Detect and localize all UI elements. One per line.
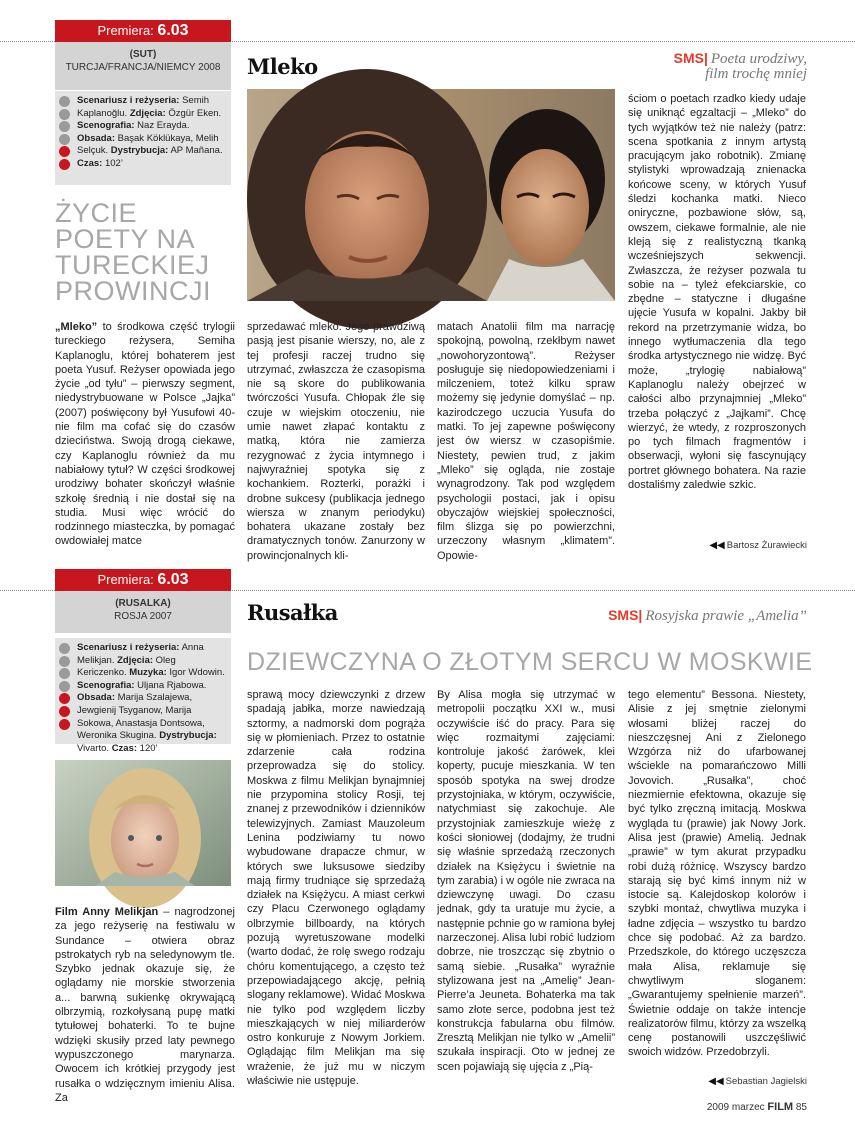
magazine-name: FILM <box>767 1101 794 1113</box>
bullet-dot-icon <box>59 706 70 717</box>
bullet-dot-icon <box>59 643 70 654</box>
column-text: By Alisa mogła się utrzymać w metropolii początku XXI w., musi oczywiście iść do pracy. Para się więc rozmaitymi zajęciami: kontroluje jakość żarówek, klei koperty, pucuje mieszkania. W ten sposób spotyka na swej drodze przystojniaka, w którym, oczywiście, natychmiast się zakochuje. Ale przystojniak zamieszkuje wieżę z kości słoniowej (dodajmy, że trudni się właśnie sprzedażą rzeczonych działek na Księżycu i świetnie na tym zarabia) i w ogóle nie zwraca na dziewczynę uwagi. Do czasu jednak, gdy ta uratuje mu życie, a następnie pchnie go w ramiona byłej narzeczonej. Alisa lubi robić ludziom dobrze, nie troszcząc się zbytnio o samą siebie. „Rusałka” wyraźnie stylizowana jest na „Amelię” Jean-Pierre’a Jeuneta. Bohaterka ma tak samo złote serce, podobna jest też konstrukcja fabularna obu filmów. Zresztą Melikjan nie tylko w „Amelii” szukała inspiracji. Oto w jednej ze scen pojawiają się ujęcia z „Pią- <box>437 689 615 1073</box>
credit-value: Vivarto. <box>77 742 112 754</box>
film-origin <box>55 42 231 90</box>
original-title: (RUSALKA) <box>115 598 171 609</box>
credit-value: Anna Melikjan. <box>77 642 204 666</box>
credit-value: Başak Köklükaya, Melih Selçuk. <box>77 132 219 157</box>
byline-marker-icon: ◀◀ <box>709 540 725 551</box>
credit-value: 102’ <box>102 157 123 169</box>
film-still-photo <box>247 89 615 301</box>
film-origin <box>55 591 231 633</box>
sms-tag: SMS| <box>673 50 708 66</box>
credit-label: Obsada: <box>77 132 116 144</box>
author-name: Sebastian Jagielski <box>725 1076 807 1087</box>
credits-text <box>77 642 225 754</box>
page-folio <box>707 1101 807 1113</box>
sms-tag: SMS| <box>608 607 643 623</box>
premiere-date: 6.03 <box>157 22 189 39</box>
credit-value: Semih Kaplanoğlu. <box>77 95 210 119</box>
bullet-dot-icon <box>59 159 70 170</box>
credit-value: Uljana Rjabowa. <box>134 679 207 691</box>
credit-value: Özgür Eken. <box>165 107 222 119</box>
sms-line: Poeta urodziwy, <box>710 51 807 67</box>
premiere-label: Premiera: <box>97 23 154 38</box>
bullet-dot-icon <box>59 719 70 730</box>
original-title: (SUT) <box>129 49 157 60</box>
column-text: tego elementu” Bessona. Niestety, Alisie z jej smętnie zielonymi włosami bliżej raczej do nieszczęsnej Ani z Zielonego Wzgórza niż do ufarbowanej wściekle na pomarańczowo Milli Jovovich. „Rusałka”, choć niezmiernie efektowna, okazuje się być tylko zręczną imitacją. Moskwa wygląda tu (prawie) jak Nowy Jork. Alisa jest (prawie) Amelią. Jednak „prawie” w tym akurat przypadku robi dużą różnicę. Wszyscy bardzo starają się być kimś innym niż w istocie są. Kalejdoskop kolorów i szybki montaż, chwytliwa muzyka i ładne zdjęcia – wszystko tu bardzo chce się podobać. Aż za bardzo. Przedszkole, do którego uczęszcza mała Alisa, reklamuje się chwytliwym sloganem: „Gwarantujemy spełnienie marzeń”. Świetnie oddaje on także intencje realizatorów filmu, którzy za wszelką cenę postanowili uszczęśliwić swoich widzów. Przedobrzyli. <box>628 689 806 1059</box>
credits-box <box>55 638 231 754</box>
author-byline <box>709 540 807 551</box>
credit-value: Naz Erayda. <box>134 120 190 132</box>
headline: DZIEWCZYNA O ZŁOTYM SERCU W MOSKWIE <box>247 648 813 676</box>
film-title: Mleko <box>247 54 318 79</box>
headline: ŻYCIE POETY NA TURECKIEJ PROWINCJI <box>55 198 211 306</box>
bullet-dot-icon <box>59 109 70 120</box>
bullet-dot-icon <box>59 681 70 692</box>
premiere-banner <box>55 569 231 591</box>
column-text: – nagrodzonej za jego reżyserię na festiwalu w Sundance – otwiera obraz pstrokatych ryb na seledynowym tle. Szybko jednak okazuje się, że oglądamy nie morskie stworzenia a... barwną sukienkę okrywającą olbrzymią, rozkołysaną pupę matki tytułowej bohaterki. To te bujne wdzięki skusiły przed laty pewnego wypuszczonego marynarza. Owocem ich krótkiej przygody jest rusałka o wdzięcznym imieniu Alisa. Za <box>55 906 235 1104</box>
column-text: to środkowa część trylogii tureckiego reżysera, Semiha Kaplanoglu, której bohaterem jest poeta Yusuf. Reżyser opowiada jego życie „od tyłu” – pierwszy segment, niedystrybuowane w Polsce „Jajka” (2007) poświęcony był Yusufowi 40-nie film ma cofać się do czasów dzieciństwa. Swoją drogą ciekawe, czy Kaplanoglu również da mu nabiałowy tytuł? W części środkowej urodziwy bohater skończył właśnie szkołę średnią i nie dostał się na studia. Musi więc wrócić do rodzinnego miasteczka, by pomagać owdowiałej matce <box>55 321 235 548</box>
bullet-dot-icon <box>59 668 70 679</box>
author-byline <box>708 1076 807 1087</box>
lead-title: „Mleko” <box>55 321 98 333</box>
credits-text <box>77 95 223 169</box>
film-still-photo <box>55 760 231 886</box>
article-column <box>437 688 615 1091</box>
bullet-dot-icon <box>59 134 70 145</box>
credit-value: 120’ <box>137 742 158 754</box>
article-column <box>55 320 235 554</box>
credit-label: Scenariusz i reżyseria: <box>77 642 180 653</box>
credit-label: Dystrybucja: <box>110 145 169 157</box>
bullet-dot-icon <box>59 96 70 107</box>
credit-label: Czas: <box>77 157 103 169</box>
credit-value: Oleg Kericzenko. <box>77 654 176 679</box>
page-number: 85 <box>795 1102 807 1113</box>
column-text: matach Anatolii film ma narrację spokojną, powolną, rzekłbym nawet „nowohoryzontową”. Reżyser posługuje się niedopowiedzeniami i milczeniem, toteż kilku spraw możemy się jedynie domyślać – np. kazirodczego uczucia Yusufa do matki. To jej zapewne poświęcony jest ów wiersz w czasopiśmie. Niestety, pewien trud, z jakim „Mleko” się ogląda, nie zostaje wynagrodzony. Tak pod względem psychologii postaci, jak i opisu obyczajów wiejskiej społeczności, film ślizga się po powierzchni, urzeczony własnym „klimatem”. Opowie- <box>437 321 615 562</box>
sms-verdict <box>674 51 807 82</box>
film-title: Rusałka <box>247 600 338 625</box>
article-column <box>247 688 425 1091</box>
credit-label: Muzyka: <box>129 667 167 679</box>
sms-line: film trochę mniej <box>705 66 807 82</box>
credit-dots <box>59 96 70 172</box>
lead-title: Film Anny Melikjan <box>55 906 159 918</box>
credit-label: Zdjęcia: <box>117 654 154 666</box>
credit-label: Zdjęcia: <box>129 107 166 119</box>
bullet-dot-icon <box>59 693 70 704</box>
production-info: TURCJA/FRANCJA/NIEMCY 2008 <box>65 62 221 73</box>
premiere-label: Premiera: <box>97 572 154 587</box>
credit-label: Scenografia: <box>77 120 135 132</box>
credit-label: Czas: <box>111 742 138 754</box>
credit-value: AP Mañana. <box>168 145 223 157</box>
credit-label: Scenografia: <box>77 679 135 691</box>
premiere-banner <box>55 20 231 42</box>
credit-value: Marija Szalajewa, Jewgienij Tsyganow, Marija Sokowa, Anastasja Dontsowa, Weronika Skugina. <box>77 692 205 742</box>
credit-label: Dystrybucja: <box>159 730 217 742</box>
bullet-dot-icon <box>59 121 70 132</box>
bullet-dot-icon <box>59 656 70 667</box>
credits-box <box>55 91 231 185</box>
credit-dots <box>59 643 70 731</box>
column-text: sprawą mocy dziewczynki z drzew spadają jabłka, morze nawiedzają sztormy, a nadmorski dom pogrąża się w płomieniach. Przez to ostatnie zdarzenie cała rodzina przeprowadza się do stolicy. Moskwa z filmu Melikjan bynajmniej nie przypomina stolicy Rosji, tej znanej z przewodników i dzienników telewizyjnych. Zamiast Mauzoleum Lenina podziwiamy tu nowo wybudowane drapacze chmur, w których swe luksusowe siedziby mają firmy trudniące się sprzedażą działek na Księżycu. A miast cerkwi czy Placu Czerwonego oglądamy olbrzymie billboardy, na których pozują wyretuszowane modelki (warto dodać, że rolę swego rodzaju chóru komentującego, a często też przepowiadającego akcję, pełnią slogany reklamowe). Widać Moskwa nie tylko pod względem liczby mieszkających w niej miliarderów ostro konkuruje z Nowym Jorkiem. Oglądając film Melikjan ma się wrażenie, że już mu w niczym właściwie nie ustępuje. <box>247 689 425 1088</box>
article-column <box>628 688 806 1063</box>
premiere-date: 6.03 <box>157 571 189 588</box>
article-column <box>437 320 615 562</box>
credit-label: Obsada: <box>77 692 116 704</box>
column-text: ściom o poetach rzadko kiedy udaje się uniknąć egzaltacji – „Mleko” do tych wyjątków też nie należy (patrz: scena spotkania z innym artystą pracującym jako robotnik). Zmianę stylistyki wprowadzają znienacka końcowe sceny, w których Yusuf śledzi kochanka matki. Nieco oniryczne, pozbawione słów, są, owszem, ciekawe formalnie, ale nie kleją się z realistyczną tkanką wcześniejszych sekwencji. Zwłaszcza, że reżyser pozwala tu sobie na – tyleż efekciarskie, co zbędne – statyczne i długaśne ujęcie Yusufa w kopalni. Jakby bił rekord na przetrzymanie widza, bo innego wytłumaczenia dla tego środka artystycznego nie widzę. Być może, „trylogię nabiałową” Kaplanoglu należy obejrzeć w całości albo przynajmniej „Mleko” trzeba połączyć z „Jajkami”. Chcę wierzyć, że wtedy, z rozproszonych po tych filmach fragmentów i obserwacji, wyłoni się fascynujący portret głównego bohatera. Na razie dostaliśmy zaledwie szkic. <box>628 93 806 492</box>
credit-label: Scenariusz i reżyseria: <box>77 95 180 106</box>
bullet-dot-icon <box>59 146 70 157</box>
credit-value: Igor Wdowin. <box>166 667 225 679</box>
column-text: sprzedawać mleko. Jego prawdziwą pasją jest pisanie wierszy, no, ale z tej profesji raczej trudno się utrzymać, zwłaszcza że czasopisma nie są skore do publikowania twórczości Yusufa. Chłopak źle się czuje w wiejskim otoczeniu, nie umie nawet złapać kontaktu z matką, która nie zamierza rezygnować z życia intymnego i najwyraźniej spotyka się z kochankiem. Rozterki, porażki i drobne sukcesy (publikacja jednego wiersza w znanym periodyku) bohatera ukazane zostały bez dramatycznych tonów. Zanurzony w prowincjonalnych kli- <box>247 321 425 562</box>
author-name: Bartosz Żurawiecki <box>726 540 807 551</box>
sms-verdict <box>608 608 807 624</box>
byline-marker-icon: ◀◀ <box>708 1076 724 1087</box>
article-column <box>55 905 235 1104</box>
sms-line: Rosyjska prawie „Amelia” <box>645 608 807 624</box>
article-column <box>247 320 425 562</box>
article-column <box>628 92 806 526</box>
issue-date: 2009 marzec <box>706 1102 765 1113</box>
production-info: ROSJA 2007 <box>114 611 172 622</box>
